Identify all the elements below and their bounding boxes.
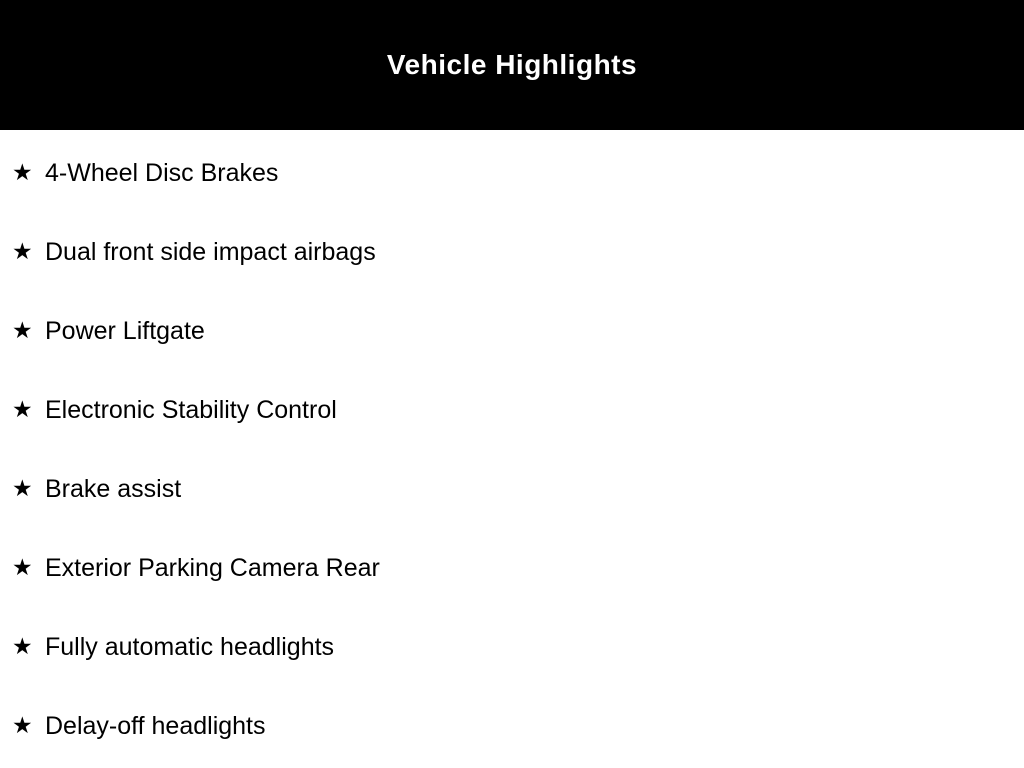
header-banner (0, 0, 1024, 130)
list-item (12, 291, 1024, 370)
highlight-label: Fully automatic headlights (45, 632, 335, 661)
highlight-label: Exterior Parking Camera Rear (45, 553, 380, 582)
list-item (12, 133, 1024, 212)
list-item (12, 686, 1024, 765)
star-icon: ★ (12, 712, 33, 738)
star-icon: ★ (12, 238, 33, 264)
list-item (12, 449, 1024, 528)
highlight-label: Dual front side impact airbags (45, 237, 376, 266)
highlight-label: Delay-off headlights (45, 711, 266, 740)
star-icon: ★ (12, 396, 33, 422)
star-icon: ★ (12, 317, 33, 343)
star-icon: ★ (12, 475, 33, 501)
page-title: Vehicle Highlights (386, 49, 638, 80)
star-icon: ★ (12, 554, 33, 580)
list-item (12, 212, 1024, 291)
highlight-label: Brake assist (45, 474, 182, 503)
star-icon: ★ (12, 633, 33, 659)
highlight-label: Electronic Stability Control (45, 395, 337, 424)
highlights-list (0, 130, 1024, 765)
highlight-label: 4-Wheel Disc Brakes (45, 158, 279, 187)
list-item (12, 607, 1024, 686)
star-icon: ★ (12, 159, 33, 185)
highlight-label: Power Liftgate (45, 316, 205, 345)
list-item (12, 528, 1024, 607)
list-item (12, 370, 1024, 449)
